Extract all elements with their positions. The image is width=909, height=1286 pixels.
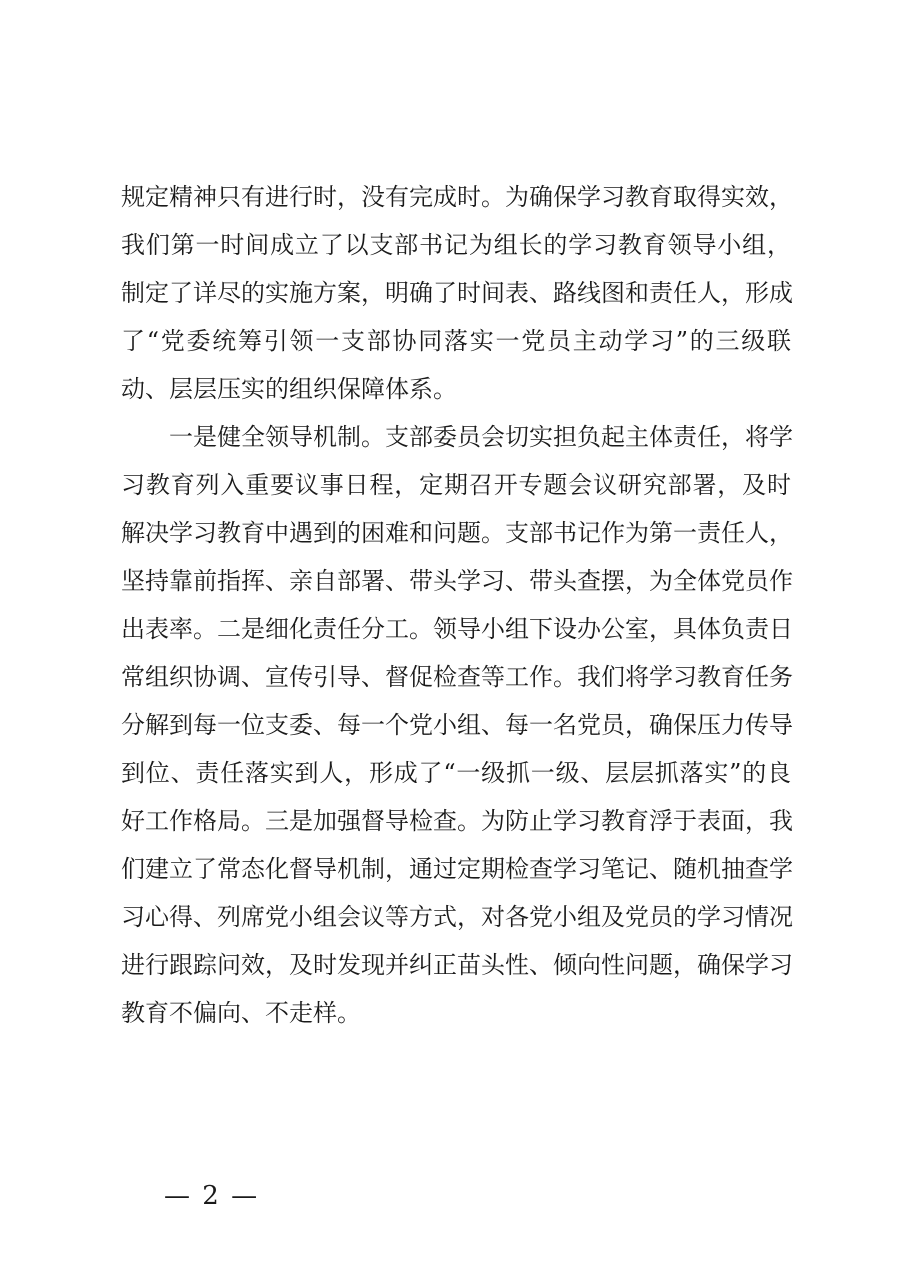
paragraph-2-line-2: 习教育列入重要议事日程，定期召开专题会议研究部署，及时 — [121, 471, 791, 499]
paragraph-2-line-4: 坚持靠前指挥、亲自部署、带头学习、带头查摆，为全体党员作 — [121, 567, 793, 595]
paragraph-2-line-12: 进行跟踪问效，及时发现并纠正苗头性、倾向性问题，确保学习 — [121, 951, 793, 979]
paragraph-2-line-8: 到位、责任落实到人，形成了“一级抓一级、层层抓落实”的良 — [121, 759, 791, 787]
page-number: — 2 — — [164, 1181, 260, 1211]
paragraph-1-line-3: 制定了详尽的实施方案，明确了时间表、路线图和责任人，形成 — [121, 279, 793, 307]
paragraph-2-line-1: 一是健全领导机制。支部委员会切实担负起主体责任，将学 — [169, 423, 793, 451]
paragraph-2-line-3: 解决学习教育中遇到的困难和问题。支部书记作为第一责任人， — [121, 519, 793, 547]
paragraph-2-line-7: 分解到每一位支委、每一个党小组、每一名党员，确保压力传导 — [121, 711, 793, 739]
paragraph-1-line-5: 动、层层压实的组织保障体系。 — [121, 375, 457, 403]
paragraph-1-line-2: 我们第一时间成立了以支部书记为组长的学习教育领导小组， — [121, 231, 791, 259]
paragraph-1-line-1: 规定精神只有进行时，没有完成时。为确保学习教育取得实效， — [121, 183, 793, 211]
paragraph-2-line-13: 教育不偏向、不走样。 — [121, 999, 361, 1027]
paragraph-2-line-5: 出表率。二是细化责任分工。领导小组下设办公室，具体负责日 — [121, 615, 793, 643]
paragraph-2-line-6: 常组织协调、宣传引导、督促检查等工作。我们将学习教育任务 — [121, 663, 793, 691]
paragraph-2-line-10: 们建立了常态化督导机制，通过定期检查学习笔记、随机抽查学 — [121, 855, 793, 883]
paragraph-2-line-11: 习心得、列席党小组会议等方式，对各党小组及党员的学习情况 — [121, 903, 793, 931]
paragraph-1-line-4: 了“党委统筹引领一支部协同落实一党员主动学习”的三级联 — [121, 327, 791, 355]
paragraph-2-line-9: 好工作格局。三是加强督导检查。为防止学习教育浮于表面，我 — [121, 807, 793, 835]
